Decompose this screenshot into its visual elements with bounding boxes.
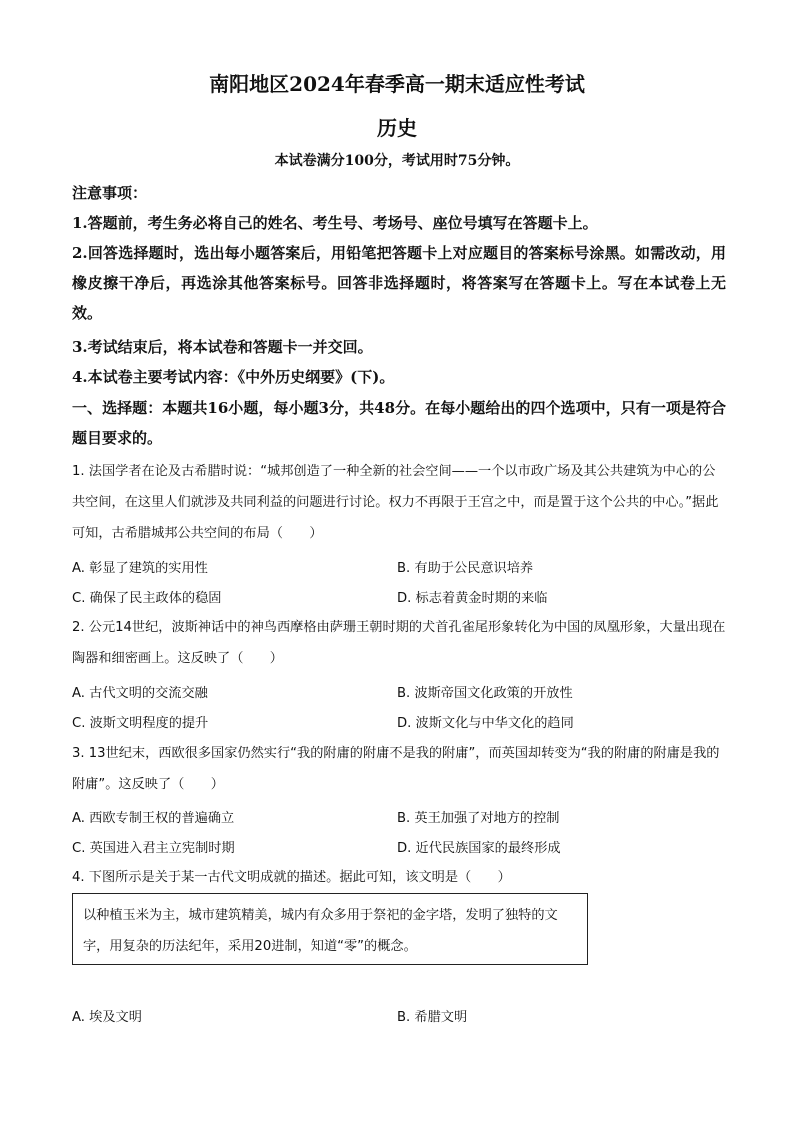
question-1-option-d[interactable]: D. 标志着黄金时期的来临 bbox=[397, 591, 548, 606]
instruction-item-3: 3.考试结束后，将本试卷和答题卡一并交回。 bbox=[72, 338, 373, 356]
instruction-item-4: 4.本试卷主要考试内容：《中外历史纲要》(下)。 bbox=[72, 368, 395, 386]
question-4-option-b[interactable]: B. 希腊文明 bbox=[397, 1010, 468, 1025]
question-4-material-box: 以种植玉米为主，城市建筑精美，城内有众多用于祭祀的金字塔，发明了独特的文字，用复杂的历法纪年，采用20进制，知道“零”的概念。 bbox=[72, 893, 588, 965]
question-1-option-b[interactable]: B. 有助于公民意识培养 bbox=[397, 561, 534, 576]
question-1-option-c[interactable]: C. 确保了民主政体的稳固 bbox=[72, 591, 222, 606]
question-4-stem: 4. 下图所示是关于某一古代文明成就的描述。据此可知，该文明是（ ） bbox=[72, 870, 511, 885]
question-4-option-a[interactable]: A. 埃及文明 bbox=[72, 1010, 142, 1025]
question-2-option-a[interactable]: A. 古代文明的交流交融 bbox=[72, 686, 208, 701]
subject-title: 历史 bbox=[377, 116, 417, 140]
exam-title: 南阳地区2024年春季高一期末适应性考试 bbox=[209, 72, 585, 96]
question-3-option-b[interactable]: B. 英王加强了对地方的控制 bbox=[397, 811, 560, 826]
question-3-option-a[interactable]: A. 西欧专制王权的普遍确立 bbox=[72, 811, 235, 826]
question-3-stem: 3. 13世纪末，西欧很多国家仍然实行“我的附庸的附庸不是我的附庸”，而英国却转变为“我的附庸的附庸是我的附庸”。这反映了（ ） bbox=[72, 746, 720, 792]
question-1-option-a[interactable]: A. 彰显了建筑的实用性 bbox=[72, 561, 208, 576]
score-time-note: 本试卷满分100分，考试用时75分钟。 bbox=[274, 153, 520, 169]
section-heading: 一、选择题：本题共16小题，每小题3分，共48分。在每小题给出的四个选项中，只有一项是符合题目要求的。 bbox=[72, 399, 726, 447]
question-2-stem: 2. 公元14世纪，波斯神话中的神鸟西摩格由萨珊王朝时期的犬首孔雀尾形象转化为中国的凤凰形象，大量出现在陶器和细密画上。这反映了（ ） bbox=[72, 620, 726, 666]
question-2-option-d[interactable]: D. 波斯文化与中华文化的趋同 bbox=[397, 716, 574, 731]
instructions-heading: 注意事项： bbox=[72, 184, 148, 202]
question-2-option-c[interactable]: C. 波斯文明程度的提升 bbox=[72, 716, 209, 731]
question-3-option-d[interactable]: D. 近代民族国家的最终形成 bbox=[397, 841, 561, 856]
question-1-stem: 1. 法国学者在论及古希腊时说：“城邦创造了一种全新的社会空间——一个以市政广场及其公共建筑为中心的公共空间，在这里人们就涉及共同利益的问题进行讨论。权力不再限于王宫之中，而是置于这个公共的中心。”据此可知，古希腊城邦公共空间的布局（ ） bbox=[72, 464, 719, 541]
instruction-item-1: 1.答题前，考生务必将自己的姓名、考生号、考场号、座位号填写在答题卡上。 bbox=[72, 214, 598, 232]
question-3-option-c[interactable]: C. 英国进入君主立宪制时期 bbox=[72, 841, 235, 856]
question-2-option-b[interactable]: B. 波斯帝国文化政策的开放性 bbox=[397, 686, 573, 701]
instruction-item-2: 2.回答选择题时，选出每小题答案后，用铅笔把答题卡上对应题目的答案标号涂黑。如需改动，用橡皮擦干净后，再选涂其他答案标号。回答非选择题时，将答案写在答题卡上。写在本试卷上无效。 bbox=[72, 244, 726, 322]
